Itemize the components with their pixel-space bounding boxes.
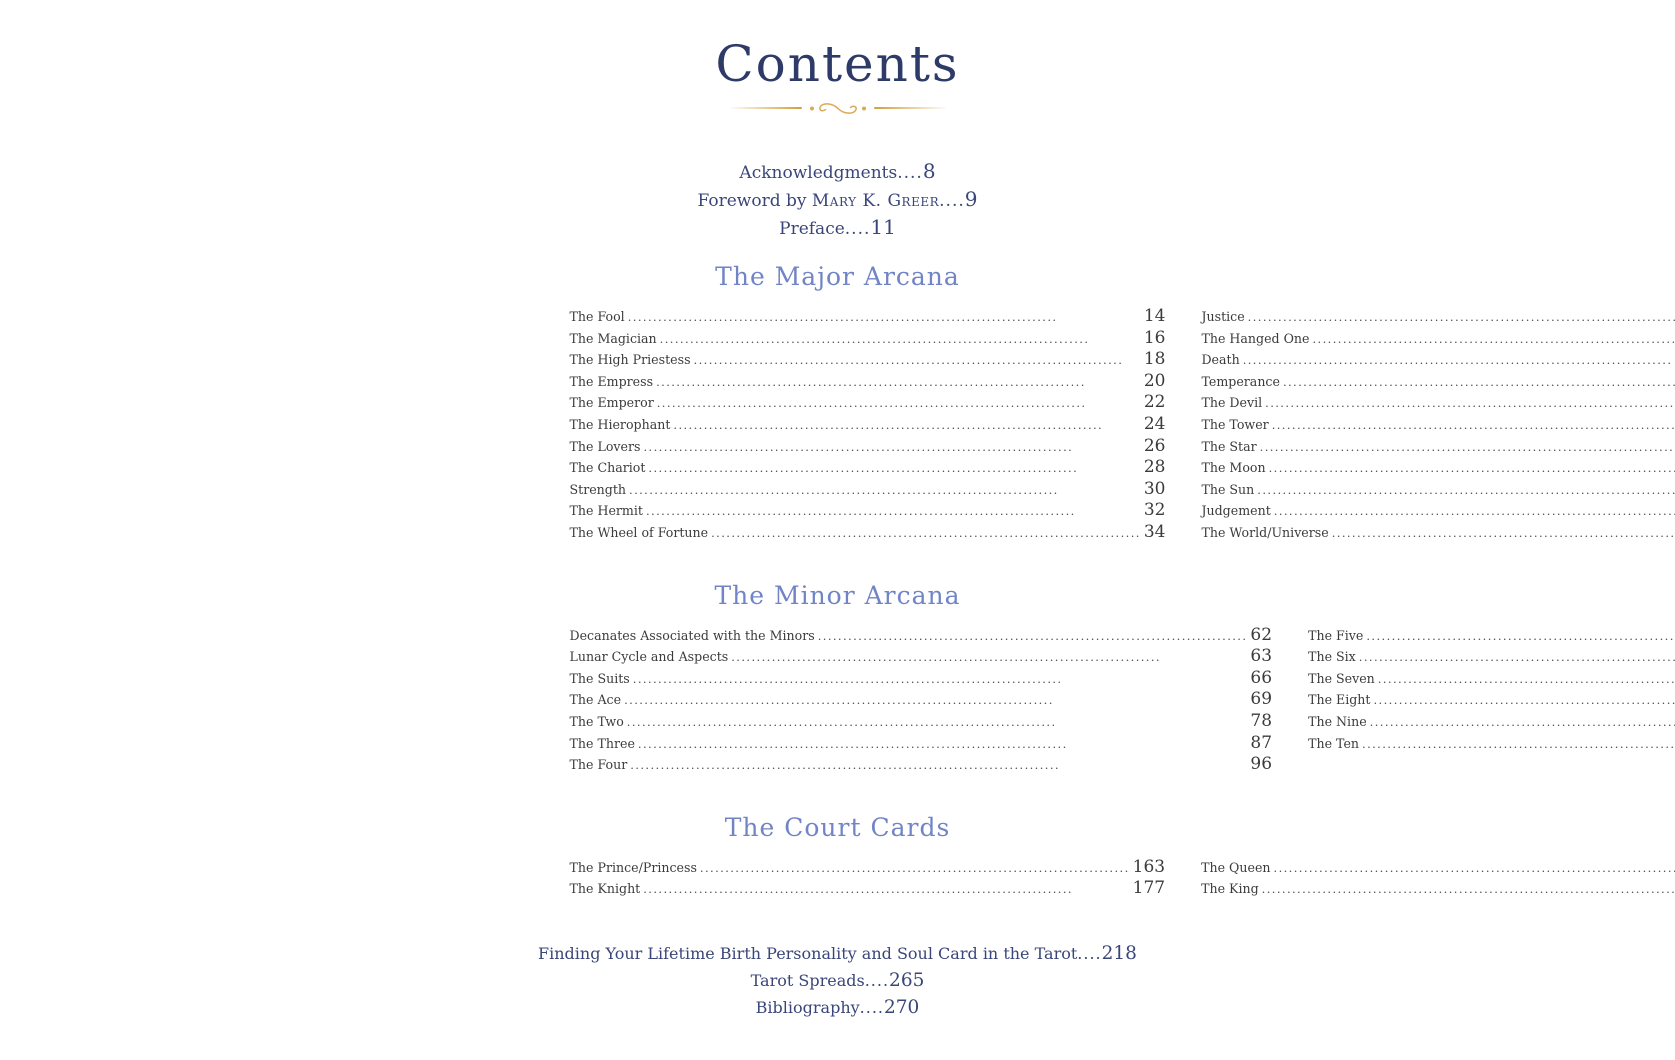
entry-title: The Wheel of Fortune <box>570 523 712 544</box>
section-heading: The Major Arcana <box>504 262 1172 292</box>
entry-title: The Three <box>570 734 638 755</box>
entry-title: Death <box>1201 350 1242 371</box>
toc-entry <box>570 328 1166 350</box>
dot-leader <box>1362 734 1675 755</box>
entry-title: The Lovers <box>570 437 644 458</box>
entry-title: The Magician <box>570 329 660 350</box>
entry-page-number: 14 <box>1141 306 1166 327</box>
toc-entry <box>1308 711 1675 733</box>
toc-entry <box>570 371 1166 393</box>
toc-section <box>504 581 1172 776</box>
front-matter-entry <box>504 186 1172 214</box>
toc-entry <box>1308 733 1675 755</box>
toc-entry <box>570 436 1166 458</box>
dot-leader <box>700 858 1130 879</box>
dot-leader <box>1272 415 1675 436</box>
entry-page-number: 63 <box>1247 646 1272 667</box>
front-matter-entry <box>504 158 1172 186</box>
entry-page-number: 62 <box>1247 625 1272 646</box>
divider-line-right <box>874 107 946 110</box>
toc-entry <box>570 646 1273 668</box>
dot-leader: .... <box>845 219 871 239</box>
toc-column <box>570 625 1273 776</box>
dot-leader <box>657 393 1141 414</box>
toc-entry <box>1201 857 1675 879</box>
toc-page <box>504 36 1172 1060</box>
entry-title: Decanates Associated with the Minors <box>570 626 818 647</box>
dot-leader <box>646 501 1141 522</box>
section-heading: The Court Cards <box>504 813 1172 843</box>
entry-page-number: 22 <box>1141 392 1166 413</box>
toc-entry <box>570 878 1166 900</box>
entry-title: Justice <box>1201 307 1247 328</box>
toc-entry <box>1201 878 1675 900</box>
entry-title: The Hermit <box>570 501 646 522</box>
toc-entry <box>1308 689 1675 711</box>
dot-leader <box>1274 501 1675 522</box>
dot-leader: .... <box>897 163 923 183</box>
dot-leader <box>694 350 1141 371</box>
entry-title: The Empress <box>570 372 657 393</box>
toc-section <box>504 262 1172 544</box>
toc-column <box>1201 306 1675 544</box>
toc-entry <box>1201 306 1675 328</box>
entry-title: The Nine <box>1308 712 1370 733</box>
dot-leader: .... <box>1077 944 1101 963</box>
entry-page-number: 96 <box>1247 754 1272 775</box>
toc-entry <box>1201 392 1675 414</box>
toc-entry <box>1201 371 1675 393</box>
toc-entry <box>570 479 1166 501</box>
entry-title: Lunar Cycle and Aspects <box>570 647 732 668</box>
dot-leader <box>818 626 1248 647</box>
section-columns <box>570 306 1106 544</box>
entry-page-number: 9 <box>965 187 978 211</box>
dot-leader <box>1269 458 1675 479</box>
dot-leader <box>711 523 1141 544</box>
entry-title: The Six <box>1308 647 1359 668</box>
entry-title: Temperance <box>1201 372 1282 393</box>
toc-column <box>1201 857 1675 900</box>
entry-title: Judgement <box>1201 501 1273 522</box>
dot-leader <box>638 734 1248 755</box>
toc-entry <box>570 306 1166 328</box>
entry-title: The Ten <box>1308 734 1362 755</box>
toc-entry <box>570 857 1166 879</box>
toc-entry <box>1201 479 1675 501</box>
entry-title: The Hanged One <box>1201 329 1312 350</box>
front-matter <box>504 158 1172 242</box>
page-title: Contents <box>504 36 1172 92</box>
entry-title: The Two <box>570 712 627 733</box>
entry-title: Tarot Spreads <box>751 971 865 990</box>
toc-entry <box>570 668 1273 690</box>
entry-title: The Star <box>1201 437 1259 458</box>
entry-page-number: 16 <box>1141 328 1166 349</box>
dot-leader <box>1248 307 1675 328</box>
entry-page-number: 87 <box>1247 733 1272 754</box>
dot-leader <box>627 712 1248 733</box>
entry-page-number: 265 <box>889 970 924 991</box>
entry-title: The Ace <box>570 690 625 711</box>
dot-leader: .... <box>860 998 884 1017</box>
entry-title: The Suits <box>570 669 633 690</box>
entry-page-number: 8 <box>923 159 936 183</box>
entry-title: The Sun <box>1201 480 1257 501</box>
dot-leader <box>629 480 1141 501</box>
entry-author-name: Mary K. Greer <box>812 191 939 211</box>
entry-page-number: 218 <box>1102 943 1137 964</box>
dot-leader <box>1274 858 1675 879</box>
dot-leader <box>1260 437 1675 458</box>
section-columns <box>570 625 1106 776</box>
entry-page-number: 30 <box>1141 479 1166 500</box>
dot-leader <box>624 690 1247 711</box>
dot-leader <box>628 307 1141 328</box>
dot-leader <box>1257 480 1675 501</box>
toc-entry <box>570 457 1166 479</box>
dot-leader <box>660 329 1141 350</box>
entry-title: Acknowledgments <box>739 163 897 183</box>
entry-page-number: 34 <box>1141 522 1166 543</box>
entry-page-number: 18 <box>1141 349 1166 370</box>
entry-page-number: 28 <box>1141 457 1166 478</box>
toc-column <box>570 857 1166 900</box>
entry-title: The Hierophant <box>570 415 674 436</box>
dot-leader <box>633 669 1248 690</box>
toc-entry <box>570 733 1273 755</box>
entry-page-number: 66 <box>1247 668 1272 689</box>
entry-title: The Knight <box>570 879 644 900</box>
entry-title: The Tower <box>1201 415 1271 436</box>
front-matter-entry <box>504 214 1172 242</box>
back-matter <box>504 940 1172 1021</box>
entry-title: The Fool <box>570 307 628 328</box>
dot-leader <box>1313 329 1675 350</box>
dot-leader <box>1332 523 1675 544</box>
entry-title: The World/Universe <box>1201 523 1331 544</box>
entry-title: The Prince/Princess <box>570 858 700 879</box>
toc-entry <box>1308 625 1675 647</box>
back-matter-entry <box>504 994 1172 1021</box>
toc-section <box>504 813 1172 900</box>
toc-entry <box>570 689 1273 711</box>
entry-title: The Seven <box>1308 669 1378 690</box>
toc-entry <box>570 414 1166 436</box>
back-matter-entry <box>504 940 1172 967</box>
ornamental-divider <box>730 100 946 116</box>
entry-title: Preface <box>779 219 845 239</box>
dot-leader <box>1373 690 1675 711</box>
entry-page-number: 177 <box>1130 878 1165 899</box>
toc-entry <box>570 754 1273 776</box>
dot-leader <box>643 437 1140 458</box>
toc-entry <box>1201 414 1675 436</box>
entry-title: The King <box>1201 879 1262 900</box>
dot-leader <box>1359 647 1675 668</box>
toc-entry <box>1201 349 1675 371</box>
divider-line-left <box>730 107 802 110</box>
dot-leader <box>1378 669 1675 690</box>
entry-page-number: 24 <box>1141 414 1166 435</box>
entry-title: The Moon <box>1201 458 1268 479</box>
entry-title: Bibliography <box>756 998 860 1017</box>
toc-entry <box>570 392 1166 414</box>
entry-title: The Devil <box>1201 393 1265 414</box>
entry-page-number: 11 <box>870 215 895 239</box>
entry-title: The High Priestess <box>570 350 694 371</box>
toc-entry <box>1201 500 1675 522</box>
toc-entry <box>570 625 1273 647</box>
dot-leader <box>1283 372 1675 393</box>
entry-title: The Eight <box>1308 690 1373 711</box>
dot-leader <box>648 458 1140 479</box>
entry-title-prefix: Foreword by <box>698 191 812 211</box>
dot-leader <box>1366 626 1675 647</box>
dot-leader: .... <box>865 971 889 990</box>
flourish-icon <box>805 101 871 116</box>
dot-leader <box>731 647 1247 668</box>
dot-leader <box>643 879 1129 900</box>
entry-title: Finding Your Lifetime Birth Personality and Soul Card in the Tarot <box>538 944 1077 963</box>
toc-entry <box>1201 328 1675 350</box>
entry-page-number: 26 <box>1141 436 1166 457</box>
dot-leader <box>1265 393 1675 414</box>
toc-entry <box>570 349 1166 371</box>
toc-entry <box>570 711 1273 733</box>
dot-leader <box>1370 712 1675 733</box>
toc-entry <box>570 522 1166 544</box>
entry-title: The Emperor <box>570 393 657 414</box>
entry-title: The Five <box>1308 626 1366 647</box>
entry-page-number: 163 <box>1130 857 1165 878</box>
entry-page-number: 32 <box>1141 500 1166 521</box>
entry-page-number: 69 <box>1247 689 1272 710</box>
toc-sections <box>504 262 1172 900</box>
toc-entry <box>1308 646 1675 668</box>
toc-column <box>570 306 1166 544</box>
entry-page-number: 20 <box>1141 371 1166 392</box>
section-heading: The Minor Arcana <box>504 581 1172 611</box>
entry-title: The Four <box>570 755 631 776</box>
dot-leader <box>1243 350 1675 371</box>
entry-title: The Queen <box>1201 858 1273 879</box>
toc-entry <box>570 500 1166 522</box>
toc-entry <box>1201 436 1675 458</box>
toc-column <box>1308 625 1675 776</box>
entry-page-number: 270 <box>884 997 919 1018</box>
entry-title: The Chariot <box>570 458 649 479</box>
dot-leader <box>673 415 1140 436</box>
entry-page-number: 78 <box>1247 711 1272 732</box>
dot-leader <box>630 755 1247 776</box>
dot-leader <box>656 372 1141 393</box>
entry-title: Strength <box>570 480 630 501</box>
back-matter-entry <box>504 967 1172 994</box>
dot-leader: .... <box>939 191 965 211</box>
toc-entry <box>1308 668 1675 690</box>
toc-entry <box>1201 457 1675 479</box>
toc-entry <box>1201 522 1675 544</box>
section-columns <box>570 857 1106 900</box>
dot-leader <box>1262 879 1675 900</box>
